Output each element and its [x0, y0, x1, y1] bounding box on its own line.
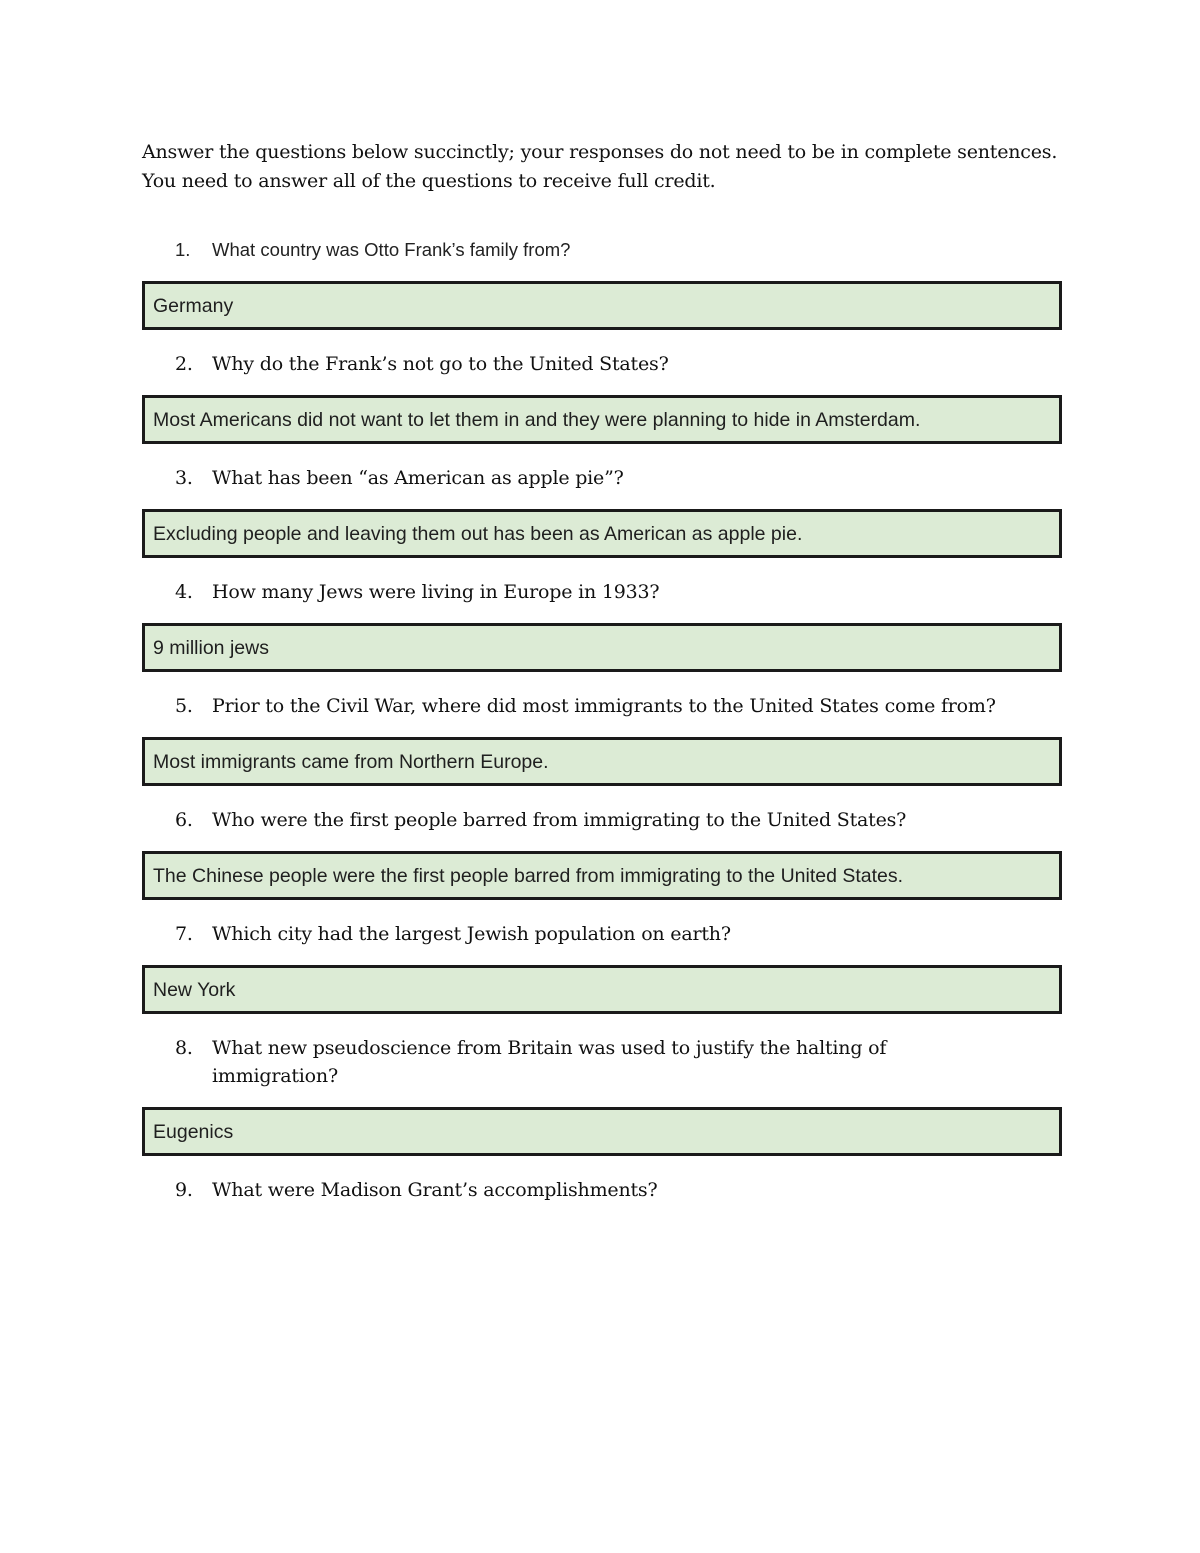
- question-number: 9.: [175, 1179, 193, 1201]
- question-text: Which city had the largest Jewish population on earth?: [212, 923, 731, 945]
- question-text: What has been “as American as apple pie”?: [212, 467, 624, 489]
- document-page: [142, 138, 1062, 1204]
- question-number: 4.: [175, 581, 193, 603]
- instructions-text: Answer the questions below succinctly; your responses do not need to be in complete sentences. You need to answer all of the questions to receive full credit.: [142, 141, 1058, 192]
- question-text: What country was Otto Frank’s family from?: [212, 239, 571, 260]
- question-7: [175, 920, 1012, 948]
- answer-field-5[interactable]: Most immigrants came from Northern Europe.: [142, 737, 1062, 786]
- question-number: 7.: [175, 923, 193, 945]
- answer-field-7[interactable]: New York: [142, 965, 1062, 1014]
- question-9: [175, 1176, 1012, 1204]
- question-8: [175, 1034, 1012, 1090]
- answer-field-8[interactable]: Eugenics: [142, 1107, 1062, 1156]
- question-number: 3.: [175, 467, 193, 489]
- question-6: [175, 806, 1012, 834]
- answer-field-2[interactable]: Most Americans did not want to let them in and they were planning to hide in Amsterdam.: [142, 395, 1062, 444]
- question-4: [175, 578, 1012, 606]
- question-text: Prior to the Civil War, where did most immigrants to the United States come from?: [212, 695, 996, 717]
- answer-field-1[interactable]: Germany: [142, 281, 1062, 330]
- question-5: [175, 692, 1012, 720]
- question-number: 5.: [175, 695, 193, 717]
- answer-field-6[interactable]: The Chinese people were the first people barred from immigrating to the United States.: [142, 851, 1062, 900]
- answer-field-3[interactable]: Excluding people and leaving them out has been as American as apple pie.: [142, 509, 1062, 558]
- question-text: What were Madison Grant’s accomplishments?: [212, 1179, 658, 1201]
- question-text: How many Jews were living in Europe in 1933?: [212, 581, 660, 603]
- question-number: 2.: [175, 353, 193, 375]
- question-text: Who were the first people barred from immigrating to the United States?: [212, 809, 907, 831]
- question-2: [175, 350, 1012, 378]
- question-list: [142, 236, 1062, 1204]
- question-text: Why do the Frank’s not go to the United States?: [212, 353, 669, 375]
- question-1: [175, 236, 1012, 264]
- question-text: What new pseudoscience from Britain was used to justify the halting of immigration?: [212, 1037, 887, 1087]
- question-number: 8.: [175, 1037, 193, 1059]
- answer-field-4[interactable]: 9 million jews: [142, 623, 1062, 672]
- question-number: 6.: [175, 809, 193, 831]
- question-number: 1.: [175, 239, 191, 260]
- question-3: [175, 464, 1012, 492]
